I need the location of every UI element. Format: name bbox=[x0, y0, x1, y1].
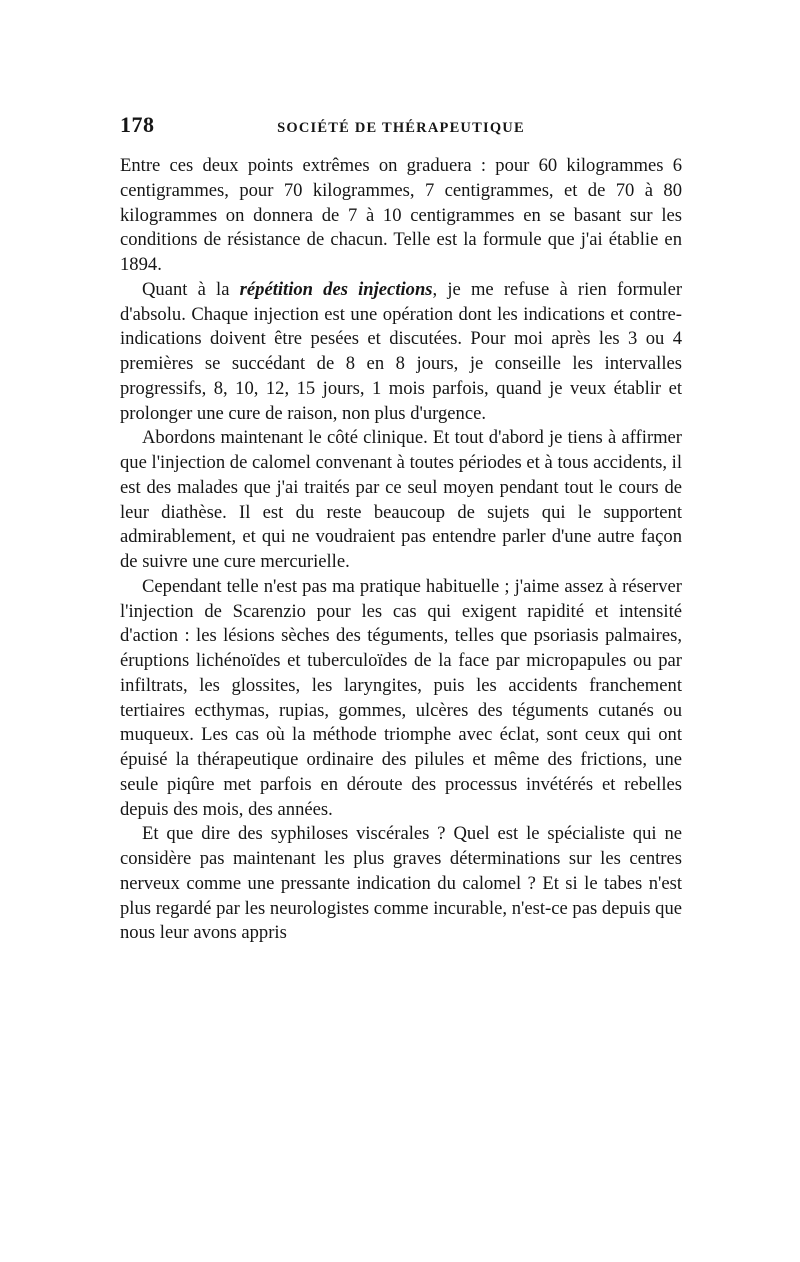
paragraph-1: Entre ces deux points extrêmes on graduera : pour 60 kilogrammes 6 centigrammes, pour 70 kilogrammes, 7 centigrammes, et de 70 à 80 kilogrammes on donnera de 7 à 10 centigrammes en se basant sur les conditions de résistance de chacun. Telle est la formule que j'ai établie en 1894. bbox=[120, 155, 682, 275]
paragraph-2-rest: , je me refuse à rien formuler d'absolu. Chaque injection est une opération dont les indications et contre-indications doivent être pesées et discutées. Pour moi après les 3 ou 4 premières se succédant de 8 en 8 jours, je conseille les intervalles progressifs, 8, 10, 12, 15 jours, 1 mois parfois, quand je veux établir et prolonger une cure de raison, non plus d'urgence. bbox=[120, 278, 683, 424]
paragraph-2 bbox=[120, 278, 682, 427]
paragraph-2-start: Quant à la bbox=[142, 278, 240, 300]
running-title: SOCIÉTÉ DE THÉRAPEUTIQUE bbox=[277, 120, 525, 136]
body-text bbox=[120, 154, 682, 946]
book-page bbox=[120, 112, 682, 946]
paragraph-5: Et que dire des syphiloses viscérales ? Quel est le spécialiste qui ne considère pas maintenant les plus graves déterminations sur les centres nerveux comme une pressante indication du calomel ? Et si le tabes n'est plus regardé par les neurologistes comme incurable, n'est-ce pas depuis que nous leur avons appris bbox=[120, 823, 682, 944]
paragraph-4: Cependant telle n'est pas ma pratique habituelle ; j'aime assez à réserver l'injection de Scarenzio pour les cas qui exigent rapidité et intensité d'action : les lésions sèches des téguments, telles que psoriasis palmaires, éruptions lichénoïdes et tuberculoïdes de la face par micropapules ou par infiltrats, les glossites, les laryngites, puis les accidents franchement tertiaires ecthymas, rupias, gommes, ulcères des téguments cutanés ou muqueux. Les cas où la méthode triomphe avec éclat, sont ceux qui ont épuisé la thérapeutique ordinaire des pilules et même des frictions, une seule piqûre met parfois en déroute des processus invétérés et rebelles depuis des mois, des années. bbox=[120, 575, 682, 820]
page-number: 178 bbox=[120, 112, 155, 137]
paragraph-3: Abordons maintenant le côté clinique. Et tout d'abord je tiens à affirmer que l'injection de calomel convenant à toutes périodes et à tous accidents, il est des malades que j'ai traités par ce seul moyen pendant tout le cours de leur diathèse. Il est du reste beaucoup de sujets qui le supportent admirablement, et qui ne voudraient pas entendre parler d'une autre façon de suivre une cure mercurielle. bbox=[120, 427, 682, 572]
running-head bbox=[120, 112, 682, 142]
emphasis-repetition-injections: répétition des injections bbox=[239, 278, 433, 300]
